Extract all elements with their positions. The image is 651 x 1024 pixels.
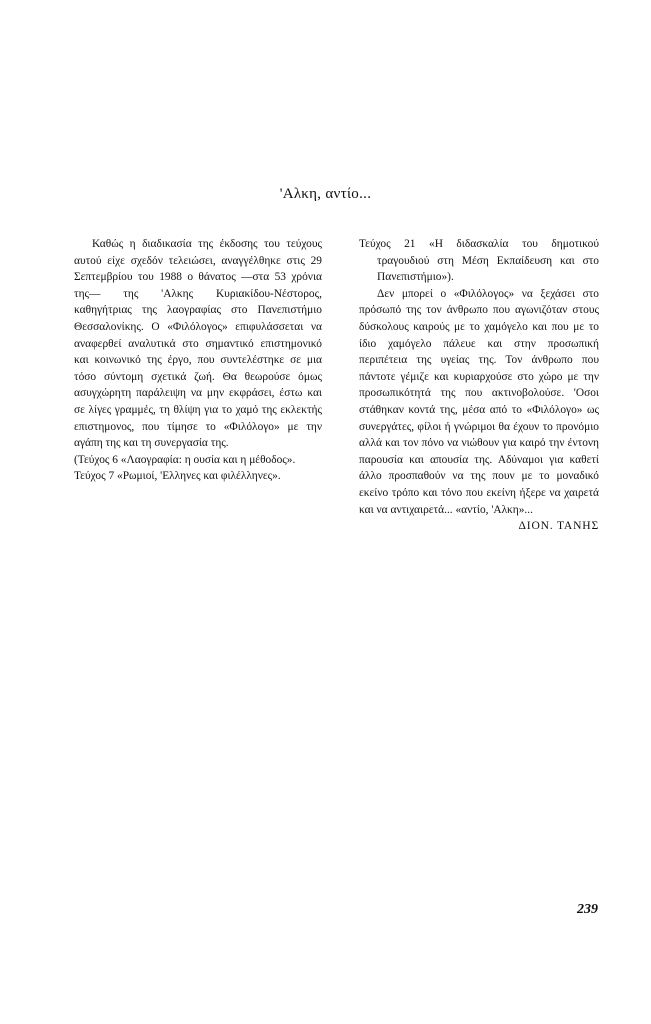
intro-paragraph: Καθώς η διαδικασία της έκδοσης του τεύχους αυτού είχε σχεδόν τελειώσει, αναγγέλθηκε στις 29 Σεπτεμβρίου του 1988 ο θάνατος —στα 53 χρόνια της— της 'Αλκης Κυριακίδου-Νέστορος, καθηγήτριας της λαογραφίας στο Πανεπιστήμιο Θεσσαλονίκης. Ο «Φιλόλογος» επιφυλάσσεται να αναφερθεί αναλυτικά στο σημαντικό επιστημονικό και κοινωνικό της έργο, που συντελέστηκε σε μια τόσο σύντομη σχετικά ζωή. Θα θεωρούσε όμως ασυγχώρητη παράλειψη να μην εκφράσει, έστω και σε λίγες γραμμές, τη θλίψη για το χαμό της εκλεκτής επιστημονος, που τίμησε το «Φιλόλογο» με την αγάπη της και τη συνεργασία της. [74,238,322,450]
tribute-paragraph: Δεν μπορεί ο «Φιλόλογος» να ξεχάσει στο πρόσωπό της τον άνθρωπο που αγωνιζόταν στους δύσκολους καιρούς με το χαμόγελο και που με το ίδιο χαμόγελο πάλευε και στην προσωπική περιπέτεια της υγείας της. Τον άνθρωπο που πάντοτε γέμιζε και κυριαρχούσε στο χώρο με την προσωπικότητά της που ακτινοβολούσε. 'Οσοι στάθηκαν κοντά της, μέσα από το «Φιλόλογο» ως συνεργάτες, φίλοι ή γνώριμοι θα έχουν το προνόμιο αλλά και τον πόνο να νιώθουν για καιρό την έντονη παρουσία και απουσία της. Αδύναμοι για καθετί άλλο προσπαθούν να της πουν με το μοναδικό εκείνο τρόπο και τόνο που εκείνη ήξερε να χαιρετά και να αντιχαιρετά... «αντίο, 'Αλκη»... [359,287,599,516]
author-signature: ΔΙΟΝ. ΤΑΝΗΣ [518,519,599,533]
left-column [74,236,322,485]
issue-entry: (Τεύχος 6 «Λαογραφία: η ουσία και η μέθοδος». [74,453,296,466]
issue-entry: Τεύχος 7 «Ρωμιοί, 'Ελληνες και φιλέλληνες». [74,470,281,483]
article-title: 'Αλκη, αντίο... [279,186,372,202]
issue-list-left [74,452,322,485]
issue-list-right [359,236,599,286]
issue-entry: Τεύχος 21 «Η διδασκαλία του δημοτικού τραγουδιού στη Μέση Εκπαίδευση και στο Πανεπιστήμιο»). [359,238,599,284]
page-number: 239 [577,902,598,917]
right-column [359,236,599,535]
